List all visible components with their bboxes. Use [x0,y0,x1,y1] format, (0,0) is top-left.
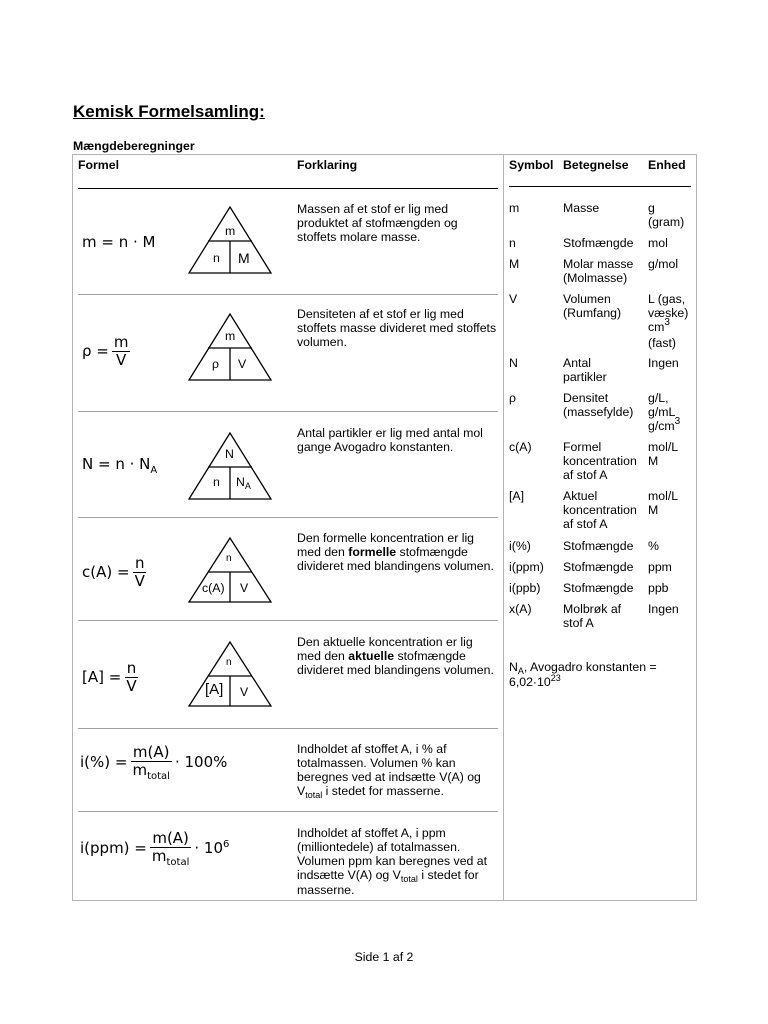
page-footer: Side 1 af 2 [354,950,414,964]
header-rule-left [78,188,498,189]
betegnelse-cell: Stofmængde [563,581,634,595]
symbol-cell: ρ [509,391,516,405]
enhed-cell: mol/L M [648,440,678,468]
enhed-cell: mol [648,236,668,250]
formula-density: ρ = $\frac{m}{V}$ [82,333,129,369]
symbol-cell: x(A) [509,602,532,616]
formula-triangle: m n M [188,206,272,274]
header-formel: Formel [78,158,119,172]
row-separator [78,811,498,812]
row-separator [78,728,498,729]
header-enhed: Enhed [648,158,686,172]
row-separator [78,294,498,295]
formula-percent: i(%) = $\frac{m(A)}{m_{total}}$ · 100% [80,743,228,782]
enhed-cell: ppm [648,560,672,574]
row-separator [78,620,498,621]
enhed-cell: g/mol [648,257,679,271]
explanation-actual-concentration: Den aktuelle koncentration er lig med den aktuelle stofmængde divideret med blandingens volumen. [297,635,494,677]
header-betegnelse: Betegnelse [563,158,629,172]
betegnelse-cell: Aktuel koncentration af stof A [563,489,637,531]
betegnelse-cell: Stofmængde [563,560,634,574]
betegnelse-cell: Formel koncentration af stof A [563,440,637,482]
page-title: Kemisk Formelsamling: [73,102,265,121]
column-divider [503,154,504,901]
formula-triangle: N n $N_A$ [188,432,272,500]
formula-ppm: i(ppm) = $\frac{m(A)}{m_{total}}$ · $10^6$ [80,829,230,868]
enhed-cell: g/L, g/mL $g/cm^3$ [648,391,681,433]
betegnelse-cell: Masse [563,201,600,215]
enhed-cell: mol/L M [648,489,678,517]
enhed-cell: Ingen [648,356,679,370]
enhed-cell: Ingen [648,602,679,616]
betegnelse-cell: Molbrøk af stof A [563,602,622,630]
enhed-cell: ppb [648,581,669,595]
betegnelse-cell: Volumen (Rumfang) [563,292,622,320]
explanation-particles: Antal partikler er lig med antal mol gange Avogadro konstanten. [297,426,483,454]
enhed-cell: % [648,539,659,553]
enhed-cell: g (gram) [648,201,685,229]
betegnelse-cell: Stofmængde [563,236,634,250]
explanation-density: Densiteten af et stof er lig med stoffets masse divideret med stoffets volumen. [297,307,497,349]
symbol-cell: i(ppb) [509,581,541,595]
symbol-cell: n [509,236,516,250]
formula-actual-concentration: [A] = $\frac{n}{V}$ [82,659,137,695]
formula-formal-concentration: c(A) = $\frac{n}{V}$ [82,554,145,590]
header-forklaring: Forklaring [297,158,358,172]
symbol-cell: V [509,292,518,306]
explanation-mass: Massen af et stof er lig med produktet af stofmængden og stoffets molare masse. [297,202,458,244]
enhed-cell: L (gas, væske) $cm^3$ (fast) [648,292,689,350]
row-separator [78,411,498,412]
formula-particles: $N = n \cdot N_A$ [82,455,158,476]
symbol-cell: c(A) [509,440,532,454]
formula-triangle: m ρ V [188,313,272,381]
betegnelse-cell: Antal partikler [563,356,607,384]
betegnelse-cell: Molar masse (Molmasse) [563,257,634,285]
formula-triangle: n c(A) V [188,537,272,603]
betegnelse-cell: Stofmængde [563,539,634,553]
symbol-cell: i(ppm) [509,560,544,574]
formula-mass: m = n · M [82,233,156,251]
explanation-ppm: Indholdet af stoffet A, i ppm (milliontedele) af totalmassen. Volumen ppm kan beregnes ved at indsætte V(A) og $V_{total}$ i stedet for masserne. [297,826,488,897]
symbol-cell: N [509,356,518,370]
row-separator [78,517,498,518]
header-rule-right [509,186,691,187]
avogadro-note: $N_A$, Avogadro konstanten = $6,02\cdot 10^{23}$ [509,660,657,689]
betegnelse-cell: Densitet (massefylde) [563,391,634,419]
symbol-cell: m [509,201,520,215]
formula-triangle: n [A] V [188,641,272,707]
symbol-cell: i(%) [509,539,531,553]
symbol-cell: M [509,257,520,271]
section-title: Mængdeberegninger [73,139,195,153]
explanation-percent: Indholdet af stoffet A, i % af totalmassen. Volumen % kan beregnes ved at indsætte V(A) og $V_{total}$ i stedet for masserne. [297,742,481,800]
explanation-formal-concentration: Den formelle koncentration er lig med den formelle stofmængde divideret med blandingens volumen. [297,531,494,573]
symbol-cell: [A] [509,489,525,503]
header-symbol: Symbol [509,158,554,172]
